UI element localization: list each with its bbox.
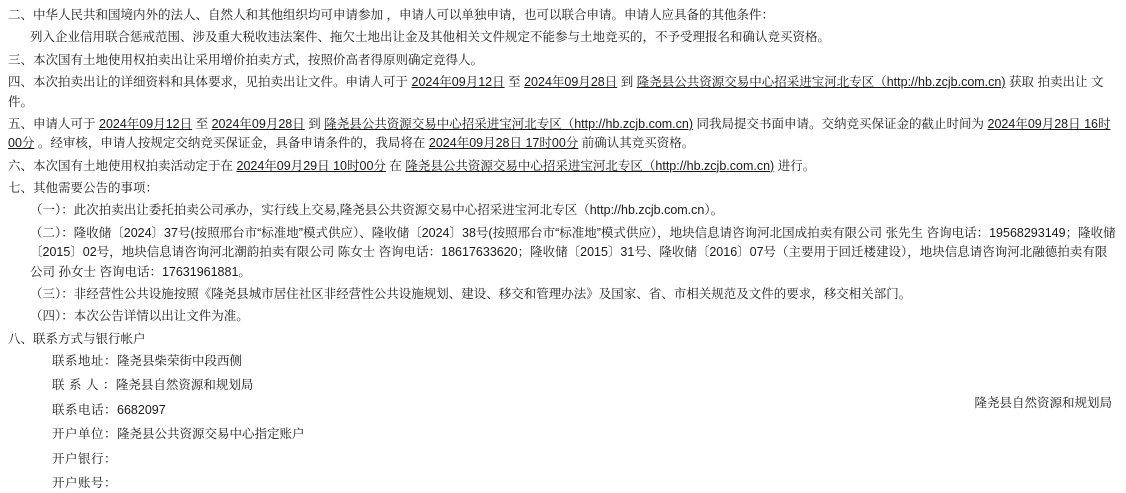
paragraph-4 <box>8 73 1118 112</box>
paragraph-5-suffix: 前确认其竞买资格。 <box>581 136 695 151</box>
paragraph-3: 三、本次国有土地使用权拍卖出让采用增价拍卖方式，按照价高者得原则确定竞得人。 <box>8 52 484 67</box>
paragraph-4-mid1: 至 <box>508 75 521 90</box>
contact-phone-label: 联系电话： <box>52 402 118 417</box>
paragraph-5-confirm-time: 2024年09月28日 17时00分 <box>428 136 579 151</box>
paragraph-6-auction-datetime: 2024年09月29日 10时00分 <box>236 158 386 173</box>
paragraph-6 <box>8 157 1118 176</box>
paragraph-4-suffix: 获取 拍卖出让 文件。 <box>8 75 1104 109</box>
paragraph-6-prefix: 六、本次国有土地使用权拍卖活动定于在 <box>8 158 234 173</box>
contact-row <box>8 401 1118 420</box>
trade-center-link[interactable]: 隆尧县公共资源交易中心招采进宝河北专区（http://hb.zcjb.com.cn) <box>405 158 775 173</box>
contact-row <box>8 376 1118 395</box>
section-7-item-1: （一）：此次拍卖出让委托拍卖公司承办，实行线上交易,隆尧县公共资源交易中心招采进宝河北专区（http://hb.zcjb.com.cn）。 <box>30 203 724 218</box>
contact-row <box>8 450 1118 469</box>
contact-block <box>8 352 1118 493</box>
section-7-item-2: （二）：隆收储〔2024〕37号(按照邢台市“标准地”模式供应）、隆收储〔2024〕38号(按照邢台市“标准地”模式供应），地块信息请咨询河北国成拍卖有限公司 张先生 咨询电话：19568293149；隆收储〔2015〕02号，地块信息请咨询河北潮韵拍卖有限公司 陈女士 咨询电话：18617633620；隆收储〔2015〕31号、隆收储〔2016〕07号（主要用于回迁楼建设），地块信息请咨询河北融德拍卖有限公司 孙女士 咨询电话：17631961881。 <box>30 225 1116 279</box>
paragraph-5-mid4: 。经审核，申请人按规定交纳竞买保证金，具备申请条件的，我局将在 <box>37 136 426 151</box>
paragraph-4-prefix: 四、本次拍卖出让的详细资料和具体要求，见拍卖出让文件。申请人可于 <box>8 75 409 90</box>
paragraph-4-mid2: 到 <box>620 75 634 90</box>
contact-row <box>8 425 1118 444</box>
contact-account-unit-value: 隆尧县公共资源交易中心指定账户 <box>117 427 305 442</box>
contact-bank-label: 开户银行： <box>52 451 118 466</box>
section-7-item-4: （四）：本次公告详情以出让文件为准。 <box>30 309 249 324</box>
paragraph-4-date-to: 2024年09月28日 <box>524 75 618 90</box>
section-7-item-3: （三）：非经营性公共设施按照《隆尧县城市居住社区非经营性公共设施规划、建设、移交和管理办法》及国家、省、市相关规范及文件的要求，移交相关部门。 <box>30 286 912 301</box>
contact-address-label: 联系地址： <box>52 354 118 368</box>
paragraph-5-deposit-deadline: 2024年09月28日 16时00分 <box>8 116 1111 151</box>
contact-account-unit-label: 开户单位： <box>52 427 118 442</box>
paragraph-2-sub: 列入企业信用联合惩戒范围、涉及重大税收违法案件、拖欠土地出让金及其他相关文件规定不能参与土地竞买的，不予受理报名和确认竞买资格。 <box>30 30 831 45</box>
contact-account-no-label: 开户账号： <box>52 475 118 490</box>
section-8-title: 八、联系方式与银行帐户 <box>8 331 146 346</box>
paragraph-5-mid3: 同我局提交书面申请。交纳竞买保证金的截止时间为 <box>696 116 985 131</box>
paragraph-5-prefix: 五、申请人可于 <box>8 116 96 131</box>
section-7-title: 七、其他需要公告的事项： <box>8 181 159 195</box>
paragraph-4-date-from: 2024年09月12日 <box>411 75 505 90</box>
paragraph-5-date-from: 2024年09月12日 <box>99 116 193 131</box>
contact-row <box>8 352 1118 371</box>
contact-address-value: 隆尧县柴荣街中段西侧 <box>117 354 243 368</box>
paragraph-2: 二、中华人民共和国境内外的法人、自然人和其他组织均可申请参加 ，申请人可以单独申请，也可以联合申请。申请人应具备的其他条件： <box>8 8 774 22</box>
trade-center-link[interactable]: 隆尧县公共资源交易中心招采进宝河北专区（http://hb.zcjb.com.cn) <box>324 116 694 131</box>
contact-person-label: 联 系 人 ： <box>52 378 116 393</box>
trade-center-link[interactable]: 隆尧县公共资源交易中心招采进宝河北专区（http://hb.zcjb.com.cn) <box>636 75 1006 90</box>
paragraph-5 <box>8 115 1118 154</box>
paragraph-6-mid: 在 <box>389 158 402 173</box>
paragraph-6-suffix: 进行。 <box>777 158 816 173</box>
paragraph-5-mid2: 到 <box>308 116 321 131</box>
paragraph-5-mid1: 至 <box>195 116 209 131</box>
paragraph-5-date-to: 2024年09月28日 <box>211 116 305 131</box>
contact-phone-value: 6682097 <box>117 402 166 417</box>
contact-person-value: 隆尧县自然资源和规划局 <box>115 378 254 393</box>
document-signature: 隆尧县自然资源和规划局 <box>974 395 1112 410</box>
contact-row <box>8 474 1118 493</box>
